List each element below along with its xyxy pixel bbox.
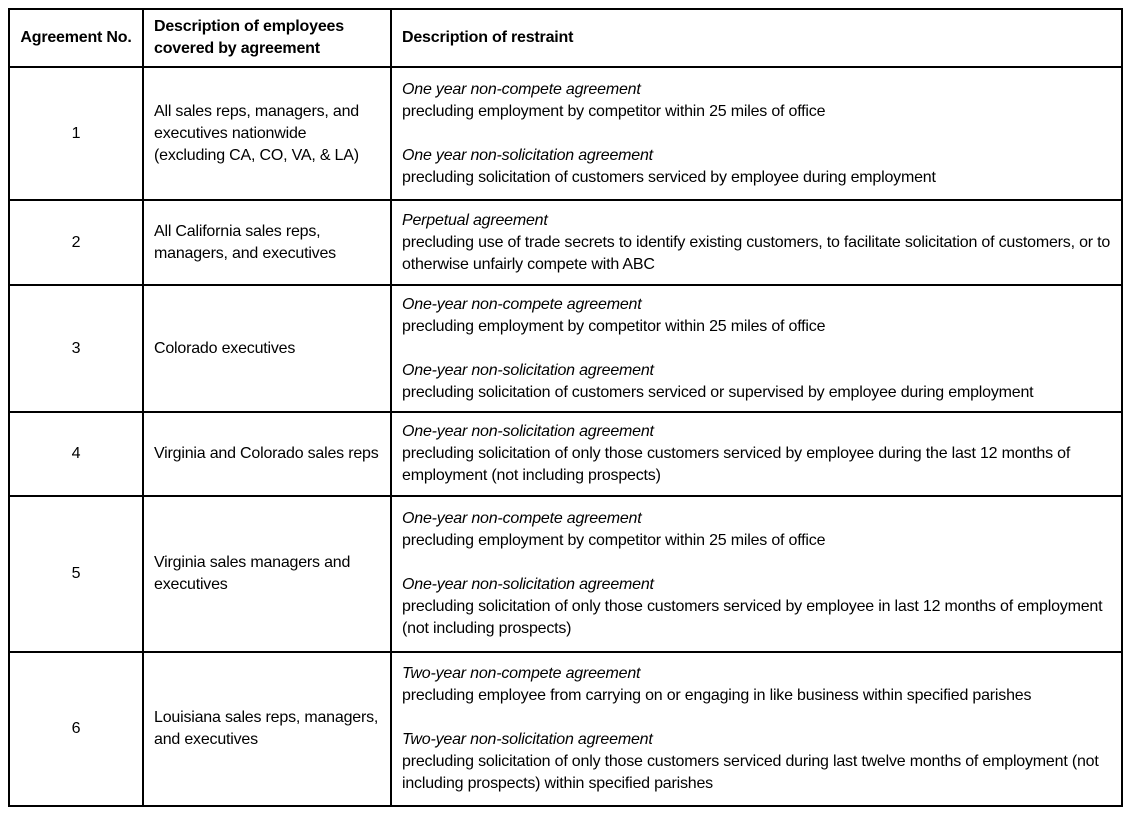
restraint-cell [391,285,1122,412]
restraint-title: One year non-solicitation agreement [402,146,653,164]
employees-cell: Virginia and Colorado sales reps [143,412,391,496]
restraint-cell [391,496,1122,652]
restraint-description: precluding solicitation of only those customers serviced by employee in last 12 months of employment (not including prospects) [402,598,1103,637]
agreement-no: 4 [9,412,143,496]
agreement-no: 5 [9,496,143,652]
restraint-description: precluding solicitation of customers serviced or supervised by employee during employment [402,383,1034,401]
restraint-cell [391,652,1122,806]
restraint-title: One-year non-solicitation agreement [402,423,654,440]
restraint-pair [402,360,1111,404]
restraint-description: precluding solicitation of only those customers serviced by employee during the last 12 months of employment (not including prospects) [402,445,1071,484]
table-header [9,9,1122,67]
restraint-pair [402,210,1111,276]
header-row [9,9,1122,67]
table-row [9,285,1122,412]
restraint-description: precluding employment by competitor within 25 miles of office [402,102,826,120]
restraint-title: One-year non-solicitation agreement [402,576,654,593]
restraint-title: One-year non-compete agreement [402,510,642,527]
restraint-description: precluding employment by competitor within 25 miles of office [402,317,826,335]
table-row [9,200,1122,285]
employees-cell: Colorado executives [143,285,391,412]
restraint-description: precluding solicitation of customers serviced by employee during employment [402,168,936,186]
employees-cell: Virginia sales managers and executives [143,496,391,652]
restraint-title: Perpetual agreement [402,211,548,229]
table-row [9,496,1122,652]
restraint-description: precluding employee from carrying on or engaging in like business within specified parishes [402,687,1032,704]
restraint-cell [391,412,1122,496]
restraint-title: One-year non-solicitation agreement [402,361,654,379]
employees-cell: Louisiana sales reps, managers, and executives [143,652,391,806]
header-restraint-description: Description of restraint [391,9,1122,67]
restraint-pair [402,421,1111,487]
restraint-title: Two-year non-compete agreement [402,665,641,682]
table-row [9,412,1122,496]
restraint-pair [402,729,1111,795]
employees-cell: All sales reps, managers, and executives nationwide (excluding CA, CO, VA, & LA) [143,67,391,200]
header-employees-description: Description of employees covered by agreement [143,9,391,67]
restraint-pair [402,79,1111,123]
restraint-pair [402,663,1111,707]
agreement-no: 3 [9,285,143,412]
restraint-title: Two-year non-solicitation agreement [402,731,653,748]
restraint-pair [402,145,1111,189]
restraint-description: precluding employment by competitor within 25 miles of office [402,532,826,549]
restraint-title: One-year non-compete agreement [402,295,642,313]
header-agreement-no: Agreement No. [9,9,143,67]
table-row [9,652,1122,806]
restraint-description: precluding solicitation of only those customers serviced during last twelve months of employment (not including prospects) within specified parishes [402,753,1099,792]
agreement-no: 6 [9,652,143,806]
restraint-pair [402,574,1111,640]
employees-cell: All California sales reps, managers, and executives [143,200,391,285]
restraint-cell [391,67,1122,200]
table-body [9,67,1122,806]
restraint-title: One year non-compete agreement [402,80,641,98]
agreement-no: 2 [9,200,143,285]
restraint-cell [391,200,1122,285]
restraint-description: precluding use of trade secrets to identify existing customers, to facilitate solicitation of customers, or to otherwise unfairly compete with ABC [402,233,1111,273]
agreements-table [8,8,1123,807]
restraint-pair [402,294,1111,338]
restraint-pair [402,508,1111,552]
table-row [9,67,1122,200]
agreement-no: 1 [9,67,143,200]
